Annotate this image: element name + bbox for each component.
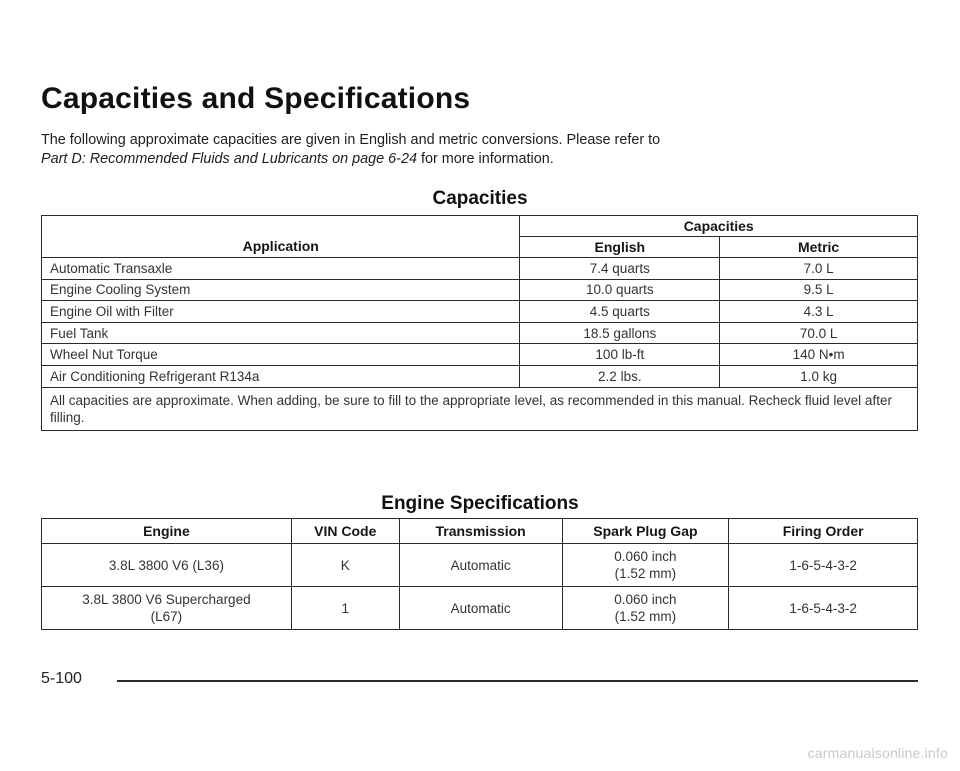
- english-cell: 2.2 lbs.: [520, 365, 720, 387]
- capacities-note-row: [42, 387, 918, 430]
- metric-cell: 140 N•m: [720, 344, 918, 366]
- table-row: [42, 365, 918, 387]
- intro-reference-link: Part D: Recommended Fluids and Lubricants on page 6-24: [41, 151, 417, 167]
- vin-code-cell: 1: [291, 587, 399, 630]
- col-spark-plug-gap-header: Spark Plug Gap: [562, 519, 729, 544]
- vin-code-cell: K: [291, 544, 399, 587]
- application-cell: Engine Cooling System: [42, 279, 520, 301]
- capacities-table: [41, 215, 918, 431]
- english-cell: 7.4 quarts: [520, 258, 720, 280]
- english-cell: 10.0 quarts: [520, 279, 720, 301]
- capacities-note: All capacities are approximate. When adding, be sure to fill to the appropriate level, as recommended in this manual. Recheck fluid level after filling.: [42, 387, 918, 430]
- footer-divider: [117, 680, 918, 682]
- firing-order-cell: 1-6-5-4-3-2: [729, 544, 918, 587]
- col-capacities-group-header: Capacities: [520, 216, 918, 237]
- metric-cell: 4.3 L: [720, 301, 918, 323]
- col-vin-code-header: VIN Code: [291, 519, 399, 544]
- col-english-header: English: [520, 237, 720, 258]
- application-cell: Automatic Transaxle: [42, 258, 520, 280]
- transmission-cell: Automatic: [399, 544, 562, 587]
- capacities-heading: Capacities: [432, 188, 528, 209]
- gap-mm: (1.52 mm): [614, 609, 677, 624]
- col-firing-order-header: Firing Order: [729, 519, 918, 544]
- metric-cell: 7.0 L: [720, 258, 918, 280]
- table-row: [42, 344, 918, 366]
- watermark-text: carmanualsonline.info: [807, 745, 948, 761]
- firing-order-cell: 1-6-5-4-3-2: [729, 587, 918, 630]
- gap-inch: 0.060 inch: [614, 549, 677, 564]
- table-row: [42, 322, 918, 344]
- table-row: [42, 279, 918, 301]
- engine-specs-heading: Engine Specifications: [381, 493, 579, 514]
- engine-specs-header-row: [42, 519, 918, 544]
- col-engine-header: Engine: [42, 519, 292, 544]
- engine-cell: 3.8L 3800 V6 Supercharged (L67): [42, 587, 292, 630]
- spark-plug-gap-cell: [562, 544, 729, 587]
- english-cell: 4.5 quarts: [520, 301, 720, 323]
- gap-inch: 0.060 inch: [614, 592, 677, 607]
- metric-cell: 9.5 L: [720, 279, 918, 301]
- col-metric-header: Metric: [720, 237, 918, 258]
- page-title: Capacities and Specifications: [41, 82, 471, 115]
- spark-plug-gap-cell: [562, 587, 729, 630]
- capacities-header-row-1: [42, 216, 918, 237]
- application-cell: Engine Oil with Filter: [42, 301, 520, 323]
- metric-cell: 1.0 kg: [720, 365, 918, 387]
- table-row: [42, 544, 918, 587]
- engine-cell: 3.8L 3800 V6 (L36): [42, 544, 292, 587]
- table-row: [42, 258, 918, 280]
- intro-text: The following approximate capacities are given in English and metric conversions. Please refer to: [41, 132, 661, 148]
- application-cell: Fuel Tank: [42, 322, 520, 344]
- col-application-header: Application: [42, 216, 520, 258]
- english-cell: 100 lb-ft: [520, 344, 720, 366]
- application-cell: Air Conditioning Refrigerant R134a: [42, 365, 520, 387]
- intro-paragraph: [41, 131, 921, 169]
- metric-cell: 70.0 L: [720, 322, 918, 344]
- page-number: 5-100: [41, 670, 82, 687]
- col-transmission-header: Transmission: [399, 519, 562, 544]
- intro-tail-text: for more information.: [420, 151, 554, 167]
- table-row: [42, 587, 918, 630]
- application-cell: Wheel Nut Torque: [42, 344, 520, 366]
- transmission-cell: Automatic: [399, 587, 562, 630]
- table-row: [42, 301, 918, 323]
- english-cell: 18.5 gallons: [520, 322, 720, 344]
- engine-specs-table: [41, 518, 918, 630]
- gap-mm: (1.52 mm): [614, 566, 677, 581]
